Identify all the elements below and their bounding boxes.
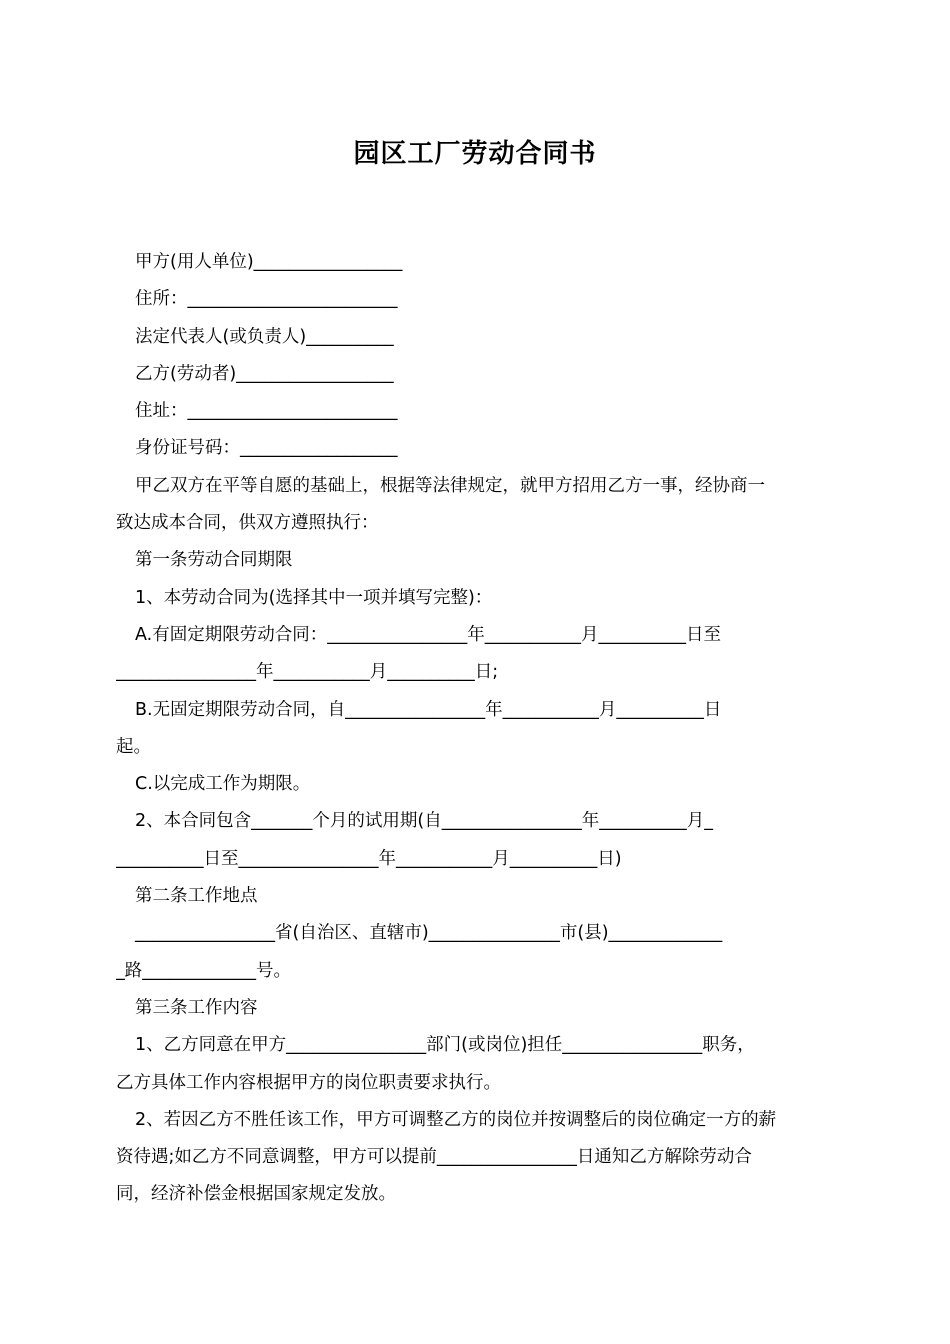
preamble-line-1: 甲乙双方在平等自愿的基础上，根据等法律规定，就甲方招用乙方一事，经协商一 — [135, 475, 765, 496]
contract-body — [116, 244, 836, 1214]
work-location-line-2: _路_____________号。 — [116, 960, 291, 981]
adjustment-line-1: 2、若因乙方不胜任该工作，甲方可调整乙方的岗位并按调整后的岗位确定一方的薪 — [135, 1109, 777, 1130]
party-b-address-line: 住址：________________________ — [135, 401, 398, 422]
legal-representative-line: 法定代表人(或负责人)__________ — [135, 326, 394, 347]
option-b-line-1: B.无固定期限劳动合同，自________________年___________月__________日 — [135, 699, 722, 720]
article-1-heading: 第一条劳动合同期限 — [135, 550, 293, 571]
adjustment-line-2: 资待遇;如乙方不同意调整，甲方可以提前________________日通知乙方解除劳动合 — [116, 1147, 752, 1168]
option-a-line-2: ________________年___________月__________日; — [116, 662, 499, 683]
probation-line-1: 2、本合同包含_______个月的试用期(自________________年__________月_ — [135, 811, 713, 832]
option-c-line: C.以完成工作为期限。 — [135, 774, 311, 795]
article-1-item-1: 1、本劳动合同为(选择其中一项并填写完整)： — [135, 587, 493, 608]
option-b-line-2: 起。 — [116, 736, 151, 757]
option-a-line-1: A.有固定期限劳动合同：________________年___________月__________日至 — [135, 624, 721, 645]
adjustment-line-3: 同，经济补偿金根据国家规定发放。 — [116, 1184, 396, 1205]
party-a-address-line: 住所：________________________ — [135, 289, 398, 310]
job-content-line-2: 乙方具体工作内容根据甲方的岗位职责要求执行。 — [116, 1072, 501, 1093]
party-b-line: 乙方(劳动者)__________________ — [135, 363, 394, 384]
probation-line-2: __________日至________________年___________月__________日) — [116, 848, 622, 869]
id-number-line: 身份证号码：__________________ — [135, 438, 398, 459]
preamble-line-2: 致达成本合同，供双方遵照执行： — [116, 513, 379, 534]
article-3-heading: 第三条工作内容 — [135, 997, 258, 1018]
party-a-line: 甲方(用人单位)_________________ — [135, 252, 403, 272]
job-content-line-1: 1、乙方同意在甲方________________部门(或岗位)担任________________职务， — [135, 1035, 755, 1056]
work-location-line-1: ________________省(自治区、直辖市)_______________市(县)_____________ — [135, 923, 723, 944]
document-title: 园区工厂劳动合同书 — [353, 139, 597, 169]
article-2-heading: 第二条工作地点 — [135, 886, 258, 907]
